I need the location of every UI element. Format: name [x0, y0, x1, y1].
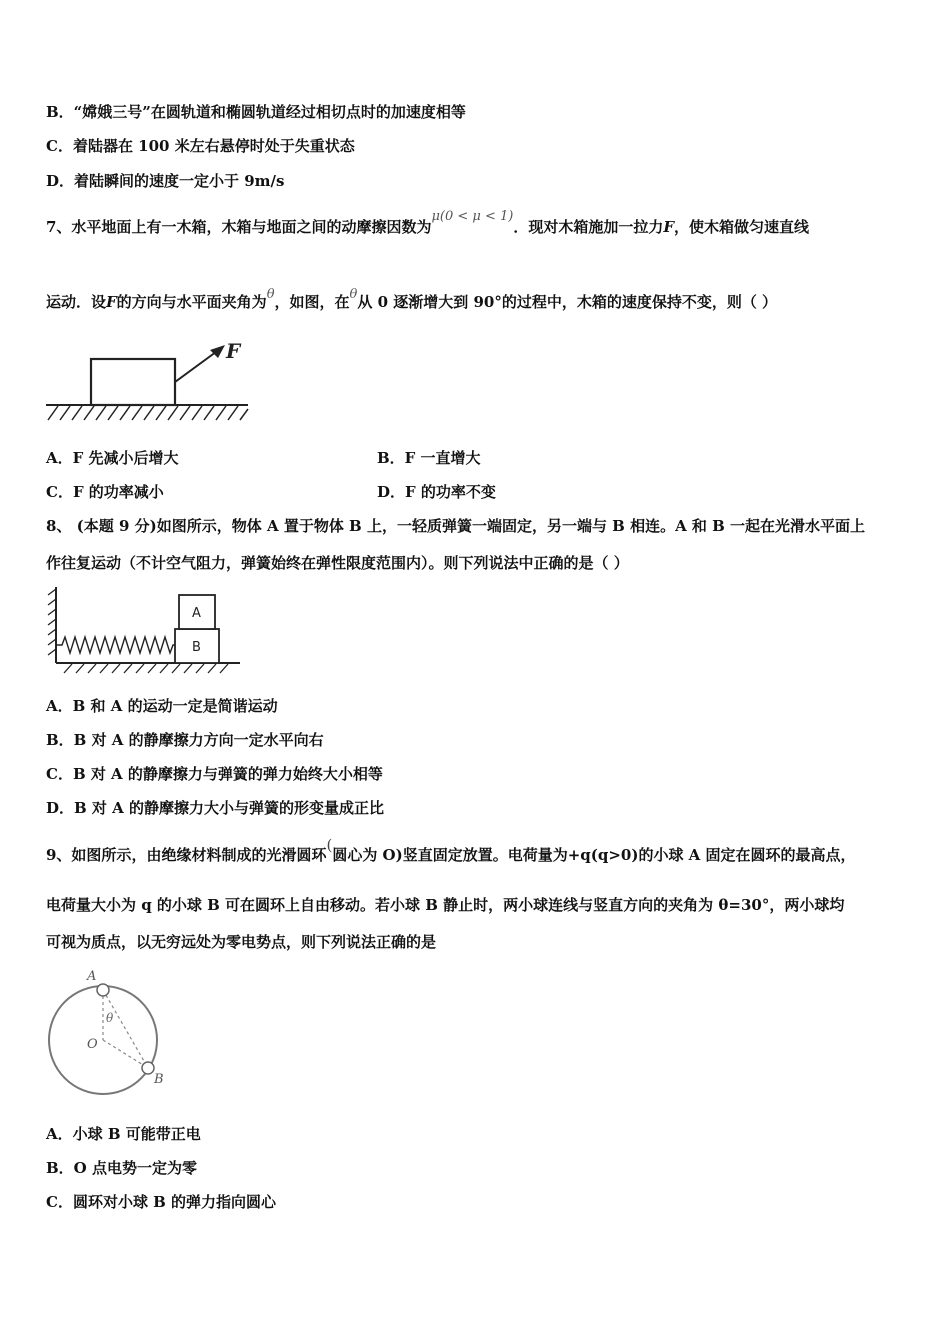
q6-option-c: C．着陆器在 100 米左右悬停时处于失重状态 — [46, 137, 355, 155]
q9-stem-line3: 可视为质点，以无穷远处为零电势点，则下列说法正确的是 — [46, 933, 437, 951]
q9-label-a: A — [87, 969, 97, 984]
q9-stem-line1 — [46, 836, 856, 865]
q9-text-a: 9、如图所示，由绝缘材料制成的光滑圆环 — [46, 846, 327, 864]
q7-text-g: 从 0 逐渐增大到 90°的过程中，木箱的速度保持不变，则（ ） — [357, 293, 778, 311]
q7-text-e: 的方向与水平面夹角为 — [116, 293, 267, 311]
q7-figure-F-label: F — [226, 339, 241, 363]
q7-wooden-box — [91, 359, 175, 405]
q9-option-a: A．小球 B 可能带正电 — [46, 1125, 201, 1143]
q9-label-b: B — [154, 1072, 164, 1087]
q7-option-c: C．F 的功率减小 — [46, 483, 164, 501]
q7-text-a: 7、水平地面上有一木箱，木箱与地面之间的动摩擦因数为 — [46, 218, 432, 236]
q7-theta-symbol: θ — [266, 287, 275, 302]
q9-figure-ring — [44, 966, 174, 1096]
q8-spring — [56, 637, 175, 653]
q7-mu-expression: μ(0 < μ < 1) — [431, 209, 514, 224]
q9-stem-line2: 电荷量大小为 q 的小球 B 可在圆环上自由移动。若小球 B 静止时，两小球连线与竖直方向的夹角为 θ=30°，两小球均 — [46, 896, 845, 914]
q7-text-f: ，如图，在 — [274, 293, 350, 311]
q9-paren: ( — [326, 836, 333, 854]
q9-label-theta: θ — [106, 1011, 114, 1025]
q7-force-symbol: F — [663, 218, 675, 236]
q8-stem-line1: 8、 (本题 9 分)如图所示，物体 A 置于物体 B 上，一轻质弹簧一端固定，另一端与 B 相连。A 和 B 一起在光滑水平面上 — [46, 517, 866, 535]
q8-figure-spring-blocks — [44, 585, 244, 675]
q9-ball-a — [97, 984, 109, 996]
q7-text-c: ，使木箱做匀速直线 — [674, 218, 810, 236]
q8-stem-line2: 作往复运动（不计空气阻力，弹簧始终在弹性限度范围内）。则下列说法中正确的是（ ） — [46, 554, 629, 572]
q8-option-a: A．B 和 A 的运动一定是简谐运动 — [46, 697, 278, 715]
q9-option-c: C．圆环对小球 B 的弹力指向圆心 — [46, 1193, 277, 1211]
q8-option-b: B．B 对 A 的静摩擦力方向一定水平向右 — [46, 731, 324, 749]
q9-option-b: B．O 点电势一定为零 — [46, 1159, 197, 1177]
q7-stem-line2 — [46, 287, 778, 314]
q8-label-a: A — [192, 606, 201, 621]
q8-option-c: C．B 对 A 的静摩擦力与弹簧的弹力始终大小相等 — [46, 765, 383, 783]
q9-text-b: 圆心为 O)竖直固定放置。电荷量为+q(q>0)的小球 A 固定在圆环的最高点， — [332, 846, 856, 864]
q7-force-symbol-2: F — [106, 293, 117, 311]
q7-option-b: B．F 一直增大 — [377, 449, 481, 467]
q7-option-d: D．F 的功率不变 — [377, 483, 496, 501]
q8-label-b: B — [192, 640, 201, 655]
q6-option-d: D．着陆瞬间的速度一定小于 9m/s — [46, 172, 285, 190]
q7-figure-box-on-ground — [44, 338, 250, 428]
q7-option-a: A．F 先减小后增大 — [46, 449, 179, 467]
q9-ball-b — [142, 1062, 154, 1074]
q7-theta-symbol-2: θ — [349, 287, 358, 302]
q7-text-d: 运动．设 — [46, 293, 107, 311]
q8-option-d: D．B 对 A 的静摩擦力大小与弹簧的形变量成正比 — [46, 799, 384, 817]
q9-label-o: O — [87, 1037, 98, 1052]
q7-stem-line1 — [46, 209, 810, 239]
q7-text-b: ．现对木箱施加一拉力 — [513, 218, 664, 236]
q6-option-b: B．“嫦娥三号”在圆轨道和椭圆轨道经过相切点时的加速度相等 — [46, 103, 466, 121]
q7-force-arrow — [175, 349, 220, 382]
